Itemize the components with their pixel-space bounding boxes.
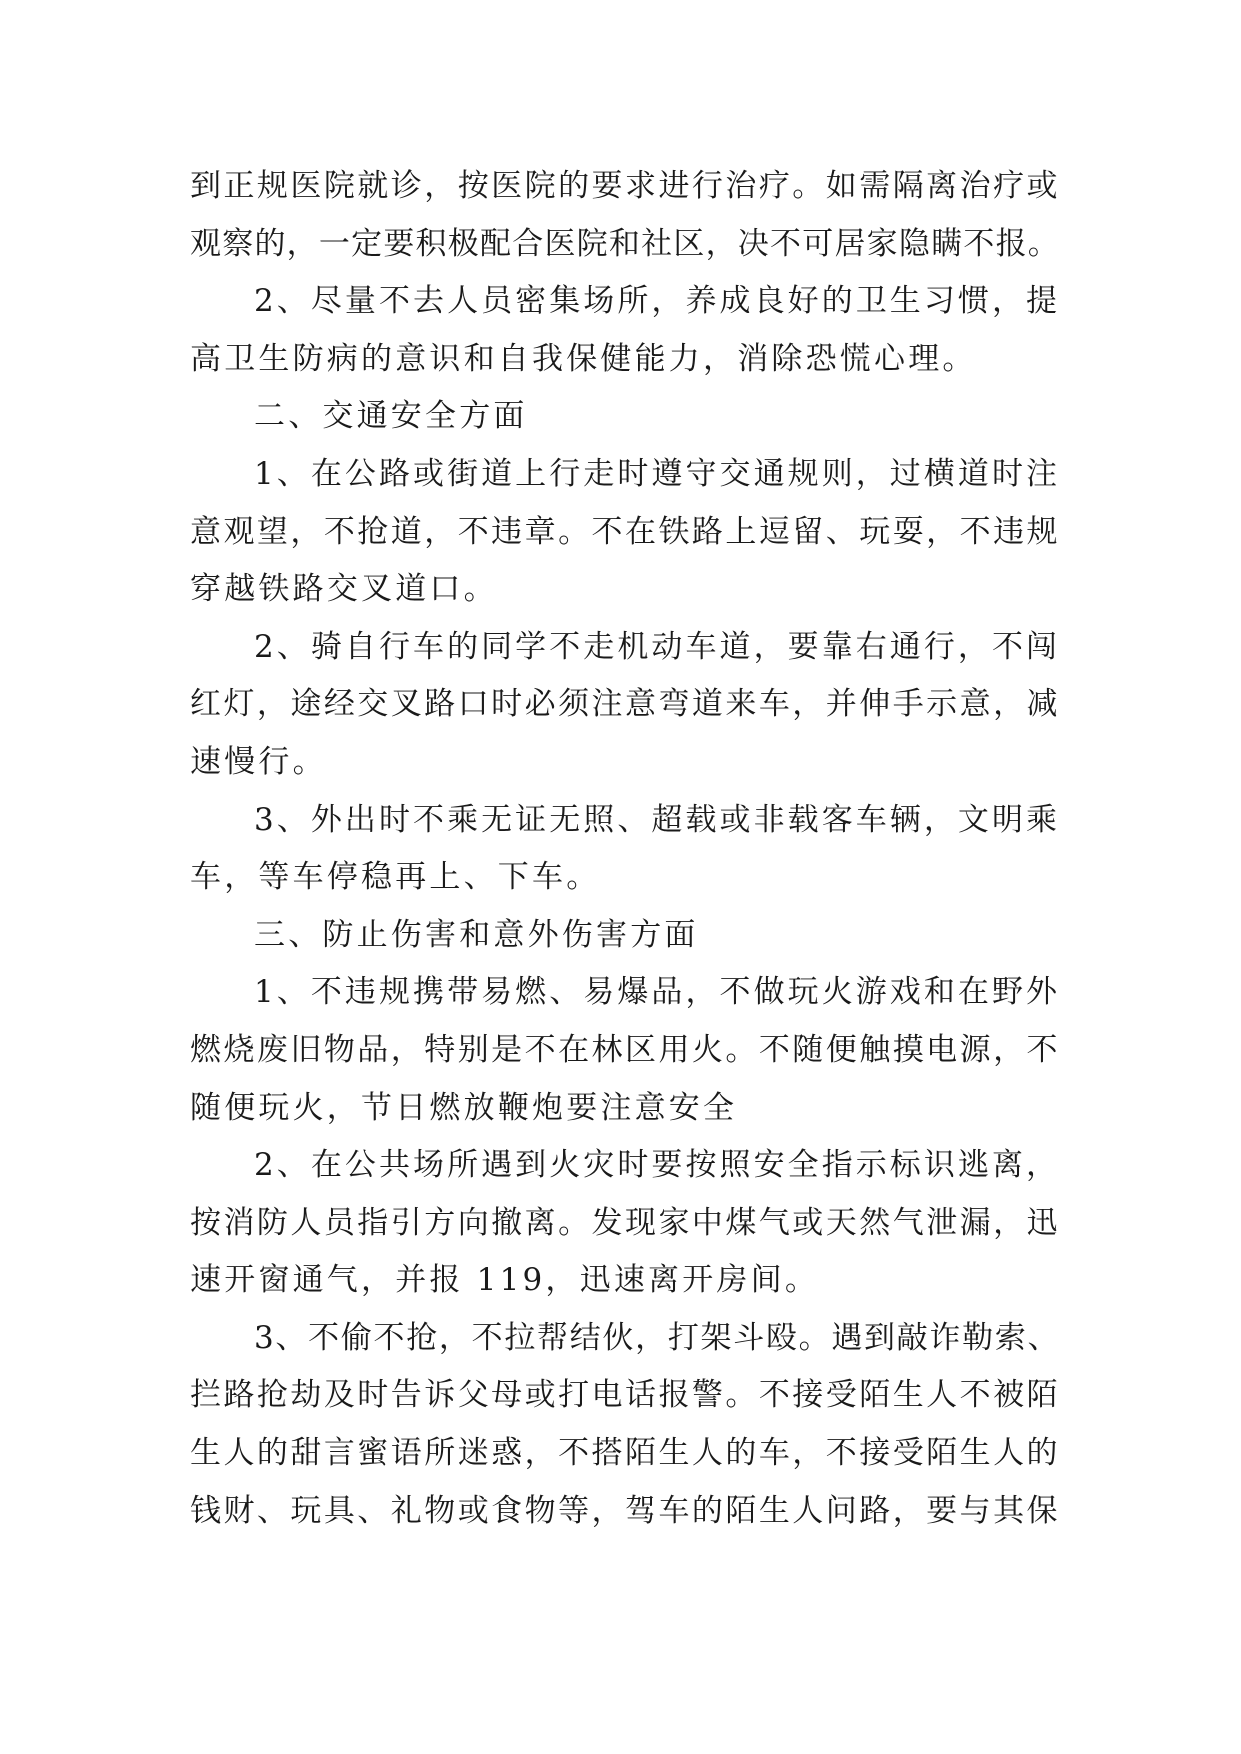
text-line: 1、不违规携带易燃、易爆品，不做玩火游戏和在野外 <box>254 974 1060 1011</box>
text-line: 穿越铁路交叉道口。 <box>190 571 498 608</box>
text-line: 三、防止伤害和意外伤害方面 <box>254 916 699 953</box>
text-line: 随便玩火，节日燃放鞭炮要注意安全 <box>190 1089 738 1126</box>
text-line: 燃烧废旧物品，特别是不在林区用火。不随便触摸电源，不 <box>190 1031 1060 1068</box>
text-line: 钱财、玩具、礼物或食物等，驾车的陌生人问路，要与其保 <box>190 1492 1060 1529</box>
text-line: 2、尽量不去人员密集场所，养成良好的卫生习惯，提 <box>254 283 1060 320</box>
text-line: 意观望，不抢道，不违章。不在铁路上逗留、玩耍，不违规 <box>190 513 1060 550</box>
text-line: 到正规医院就诊，按医院的要求进行治疗。如需隔离治疗或 <box>190 168 1060 204</box>
text-line: 3、外出时不乘无证无照、超载或非载客车辆，文明乘 <box>254 801 1060 838</box>
text-line: 1、在公路或街道上行走时遵守交通规则，过横道时注 <box>254 455 1060 492</box>
text-line: 2、骑自行车的同学不走机动车道，要靠右通行，不闯 <box>254 628 1060 665</box>
text-line: 拦路抢劫及时告诉父母或打电话报警。不接受陌生人不被陌 <box>190 1377 1060 1414</box>
text-line: 红灯，途经交叉路口时必须注意弯道来车，并伸手示意，减 <box>190 686 1060 723</box>
text-line: 2、在公共场所遇到火灾时要按照安全指示标识逃离， <box>254 1147 1060 1184</box>
text-line: 3、不偷不抢，不拉帮结伙，打架斗殴。遇到敲诈勒索、 <box>254 1319 1061 1356</box>
text-line: 速开窗通气，并报 119，迅速离开房间。 <box>190 1262 820 1299</box>
text-line: 观察的，一定要积极配合医院和社区，决不可居家隐瞒不报。 <box>190 225 1060 262</box>
text-line: 车，等车停稳再上、下车。 <box>190 859 601 896</box>
text-line: 按消防人员指引方向撤离。发现家中煤气或天然气泄漏，迅 <box>190 1204 1060 1241</box>
text-line: 速慢行。 <box>190 743 327 780</box>
document-body <box>190 158 1060 1540</box>
text-line: 生人的甜言蜜语所迷惑，不搭陌生人的车，不接受陌生人的 <box>190 1435 1060 1472</box>
text-line: 二、交通安全方面 <box>254 398 528 435</box>
text-line: 高卫生防病的意识和自我保健能力，消除恐慌心理。 <box>190 340 977 377</box>
